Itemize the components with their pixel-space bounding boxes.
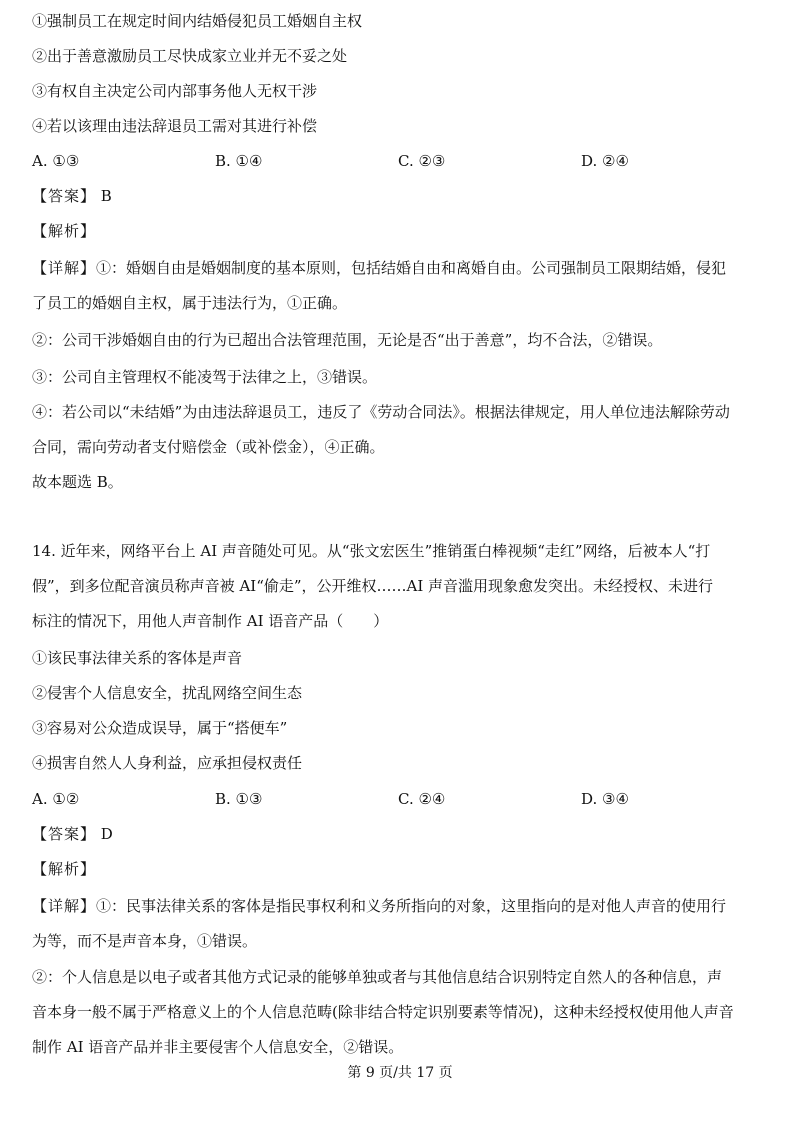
q14-answer-value: D bbox=[100, 825, 113, 843]
page-footer: 第 9 页/共 17 页 bbox=[347, 1065, 453, 1081]
q14-stem-3: 标注的情况下，用他人声音制作 AI 语音产品（ ） bbox=[32, 612, 389, 630]
q14-analysis-tag: 【解析】 bbox=[32, 860, 97, 878]
answer-tag: 【答案】 bbox=[32, 187, 97, 205]
q13-detail-4a: ④：若公司以“未结婚”为由违法辞退员工，违反了《劳动合同法》。根据法律规定，用人单位违法解除劳动 bbox=[32, 403, 730, 421]
q14-statement-4: ④损害自然人人身利益，应承担侵权责任 bbox=[32, 754, 303, 772]
q14-detail-1b: 为等，而不是声音本身，①错误。 bbox=[32, 932, 258, 950]
q13-option-c: C. ②③ bbox=[398, 152, 446, 170]
q13-detail-1a-text: ①：婚姻自由是婚姻制度的基本原则，包括结婚自由和离婚自由。公司强制员工限期结婚，侵犯 bbox=[96, 259, 727, 277]
q13-detail-1b: 了员工的婚姻自主权，属于违法行为，①正确。 bbox=[32, 294, 348, 312]
q14-statement-1: ①该民事法律关系的客体是声音 bbox=[32, 649, 243, 667]
q14-detail-1a-text: ①：民事法律关系的客体是指民事权利和义务所指向的对象，这里指向的是对他人声音的使用行 bbox=[96, 897, 727, 915]
q13-statement-4: ④若以该理由违法辞退员工需对其进行补偿 bbox=[32, 117, 318, 135]
q14-option-c: C. ②④ bbox=[398, 790, 446, 808]
q14-detail-2b: 音本身一般不属于严格意义上的个人信息范畴(除非结合特定识别要素等情况)，这种未经授权使用他人声音 bbox=[32, 1003, 734, 1021]
detail-tag: 【详解】 bbox=[32, 259, 97, 277]
q14-detail-1a bbox=[32, 895, 768, 917]
answer-tag: 【答案】 bbox=[32, 825, 97, 843]
q14-stem-1: 14. 近年来，网络平台上 AI 声音随处可见。从“张文宏医生”推销蛋白棒视频“走红”网络，后被本人“打 bbox=[32, 542, 711, 560]
q13-statement-1: ①强制员工在规定时间内结婚侵犯员工婚姻自主权 bbox=[32, 12, 363, 30]
q13-detail-2: ②：公司干涉婚姻自由的行为已超出合法管理范围，无论是否“出于善意”，均不合法，②错误。 bbox=[32, 331, 663, 349]
q13-answer bbox=[32, 185, 768, 207]
q13-analysis-tag: 【解析】 bbox=[32, 222, 97, 240]
q13-detail-4b: 合同，需向劳动者支付赔偿金（或补偿金），④正确。 bbox=[32, 438, 385, 456]
q13-statement-3: ③有权自主决定公司内部事务他人无权干涉 bbox=[32, 82, 318, 100]
q13-statement-2: ②出于善意激励员工尽快成家立业并无不妥之处 bbox=[32, 47, 348, 65]
q14-detail-2c: 制作 AI 语音产品并非主要侵害个人信息安全，②错误。 bbox=[32, 1038, 404, 1056]
q14-answer bbox=[32, 823, 768, 845]
q13-options bbox=[32, 150, 768, 172]
q13-option-d: D. ②④ bbox=[581, 152, 629, 170]
detail-tag: 【详解】 bbox=[32, 897, 97, 915]
q14-detail-2a: ②：个人信息是以电子或者其他方式记录的能够单独或者与其他信息结合识别特定自然人的各种信息，声 bbox=[32, 968, 723, 986]
q13-detail-1a bbox=[32, 257, 768, 279]
q14-option-a: A. ①② bbox=[32, 790, 80, 808]
q14-options bbox=[32, 788, 768, 810]
q13-answer-value: B bbox=[100, 187, 112, 205]
q13-option-a: A. ①③ bbox=[32, 152, 80, 170]
q14-stem-2: 假”，到多位配音演员称声音被 AI“偷走”，公开维权……AI 声音滥用现象愈发突出。未经授权、未进行 bbox=[32, 577, 714, 595]
q13-detail-3: ③：公司自主管理权不能凌驾于法律之上，③错误。 bbox=[32, 368, 378, 386]
q13-conclusion: 故本题选 B。 bbox=[32, 473, 123, 491]
q14-statement-2: ②侵害个人信息安全，扰乱网络空间生态 bbox=[32, 684, 303, 702]
q14-option-b: B. ①③ bbox=[215, 790, 263, 808]
q14-option-d: D. ③④ bbox=[581, 790, 629, 808]
q14-statement-3: ③容易对公众造成误导，属于“搭便车” bbox=[32, 719, 288, 737]
q13-option-b: B. ①④ bbox=[215, 152, 263, 170]
